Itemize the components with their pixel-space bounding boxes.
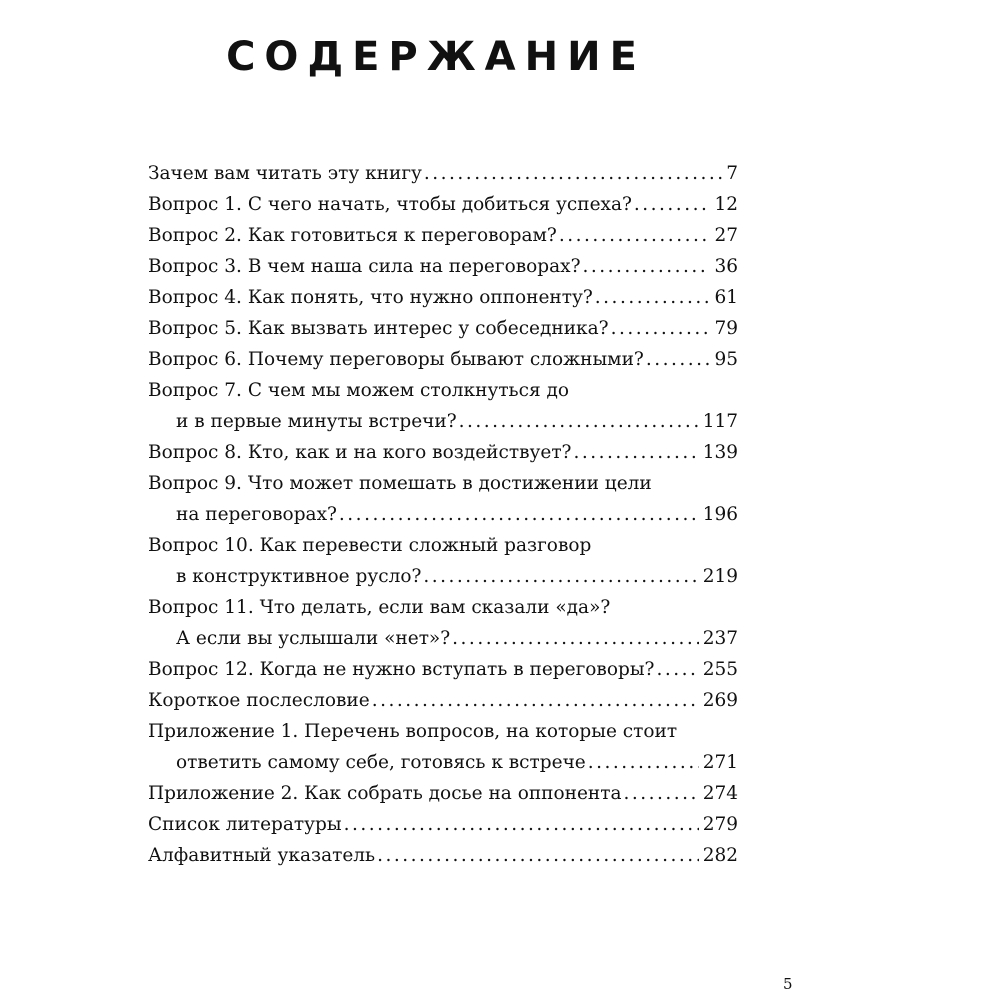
toc-page-number: 219 <box>702 566 738 587</box>
toc-entry-title: в конструктивное русло? <box>176 566 422 587</box>
toc-entry <box>148 778 738 809</box>
toc-page-number: 7 <box>726 163 738 184</box>
toc-entry <box>148 220 738 251</box>
toc-entry-title: на переговорах? <box>176 504 337 525</box>
toc-entry-title: и в первые минуты встречи? <box>176 411 457 432</box>
toc-page-number: 196 <box>702 504 738 525</box>
toc-line <box>148 468 738 499</box>
toc-line <box>148 282 738 313</box>
toc-entry-title: Вопрос 1. С чего начать, чтобы добиться успеха? <box>148 194 632 215</box>
toc-page-number: 95 <box>714 349 738 370</box>
toc-entry-title: Приложение 2. Как собрать досье на оппонента <box>148 783 622 804</box>
toc-line <box>148 406 738 437</box>
toc-entry-title: Вопрос 12. Когда не нужно вступать в переговоры? <box>148 659 655 680</box>
toc-leader-dots <box>424 158 722 189</box>
toc-page-number: 279 <box>702 814 738 835</box>
toc-line <box>148 251 738 282</box>
toc-page-number: 27 <box>714 225 738 246</box>
toc-entry-title: Вопрос 10. Как перевести сложный разговор <box>148 535 592 556</box>
toc-leader-dots <box>459 406 699 437</box>
toc-leader-dots <box>339 499 699 530</box>
toc-line <box>148 313 738 344</box>
toc-entry <box>148 716 738 778</box>
toc-leader-dots <box>611 313 711 344</box>
toc-entry-title: Вопрос 8. Кто, как и на кого воздействует? <box>148 442 572 463</box>
toc-entry-title: Вопрос 9. Что может помешать в достижении цели <box>148 473 652 494</box>
toc-entry <box>148 437 738 468</box>
toc-leader-dots <box>372 685 699 716</box>
toc-page-number: 282 <box>702 845 738 866</box>
toc-entry <box>148 313 738 344</box>
toc-entry <box>148 840 738 871</box>
toc-line <box>148 840 738 871</box>
toc-entry-title: Вопрос 11. Что делать, если вам сказали «да»? <box>148 597 611 618</box>
toc-entry-title: ответить самому себе, готовясь к встрече <box>176 752 586 773</box>
toc-leader-dots <box>595 282 711 313</box>
toc-entry-title: Вопрос 6. Почему переговоры бывают сложными? <box>148 349 644 370</box>
toc-entry-title: Алфавитный указатель <box>148 845 376 866</box>
toc-leader-dots <box>573 437 698 468</box>
toc-leader-dots <box>452 623 699 654</box>
toc-entry-title: Приложение 1. Перечень вопросов, на которые стоит <box>148 721 678 742</box>
toc-leader-dots <box>624 778 699 809</box>
toc-page-number: 271 <box>702 752 738 773</box>
toc-entry <box>148 251 738 282</box>
toc-line <box>148 344 738 375</box>
toc-line <box>148 158 738 189</box>
toc-leader-dots <box>656 654 698 685</box>
toc-page-number: 79 <box>714 318 738 339</box>
toc-line <box>148 499 738 530</box>
toc-entry-title: А если вы услышали «нет»? <box>176 628 451 649</box>
toc-page-number: 61 <box>714 287 738 308</box>
toc-page-number: 36 <box>714 256 738 277</box>
toc-page-number: 117 <box>702 411 738 432</box>
toc-line <box>148 716 738 747</box>
toc-line <box>148 623 738 654</box>
toc-entry-title: Список литературы <box>148 814 342 835</box>
toc-page-number: 255 <box>702 659 738 680</box>
toc-entry <box>148 344 738 375</box>
toc-entry-title: Короткое послесловие <box>148 690 370 711</box>
toc-leader-dots <box>588 747 699 778</box>
toc-entry <box>148 468 738 530</box>
toc-line <box>148 654 738 685</box>
toc-leader-dots <box>634 189 711 220</box>
toc-entry-title: Вопрос 3. В чем наша сила на переговорах? <box>148 256 581 277</box>
page-number: 5 <box>783 975 793 993</box>
toc-line <box>148 592 738 623</box>
toc-leader-dots <box>559 220 711 251</box>
toc-line <box>148 809 738 840</box>
toc-leader-dots <box>582 251 710 282</box>
toc-page-number: 12 <box>714 194 738 215</box>
toc-line <box>148 747 738 778</box>
toc-entry <box>148 654 738 685</box>
toc-entry-title: Вопрос 5. Как вызвать интерес у собеседника? <box>148 318 609 339</box>
toc-page-number: 237 <box>702 628 738 649</box>
toc-entry <box>148 530 738 592</box>
toc-line <box>148 685 738 716</box>
toc-line <box>148 437 738 468</box>
toc-line <box>148 189 738 220</box>
toc-page-number: 274 <box>702 783 738 804</box>
toc-entry-title: Вопрос 4. Как понять, что нужно оппоненту? <box>148 287 593 308</box>
toc-entry <box>148 809 738 840</box>
toc-entry <box>148 282 738 313</box>
toc-entry-title: Вопрос 2. Как готовиться к переговорам? <box>148 225 557 246</box>
toc-line <box>148 778 738 809</box>
toc-entry <box>148 592 738 654</box>
toc-entry-title: Вопрос 7. С чем мы можем столкнуться до <box>148 380 570 401</box>
toc-entry <box>148 158 738 189</box>
toc-page-number: 269 <box>702 690 738 711</box>
toc-line <box>148 220 738 251</box>
toc-page-number: 139 <box>702 442 738 463</box>
page-title: СОДЕРЖАНИЕ <box>226 34 646 80</box>
toc-leader-dots <box>423 561 698 592</box>
toc-leader-dots <box>646 344 711 375</box>
toc-entry <box>148 685 738 716</box>
toc-leader-dots <box>344 809 699 840</box>
toc-leader-dots <box>377 840 699 871</box>
table-of-contents <box>148 158 738 871</box>
toc-entry-title: Зачем вам читать эту книгу <box>148 163 422 184</box>
toc-entry <box>148 375 738 437</box>
toc-entry <box>148 189 738 220</box>
toc-line <box>148 561 738 592</box>
toc-line <box>148 375 738 406</box>
toc-line <box>148 530 738 561</box>
